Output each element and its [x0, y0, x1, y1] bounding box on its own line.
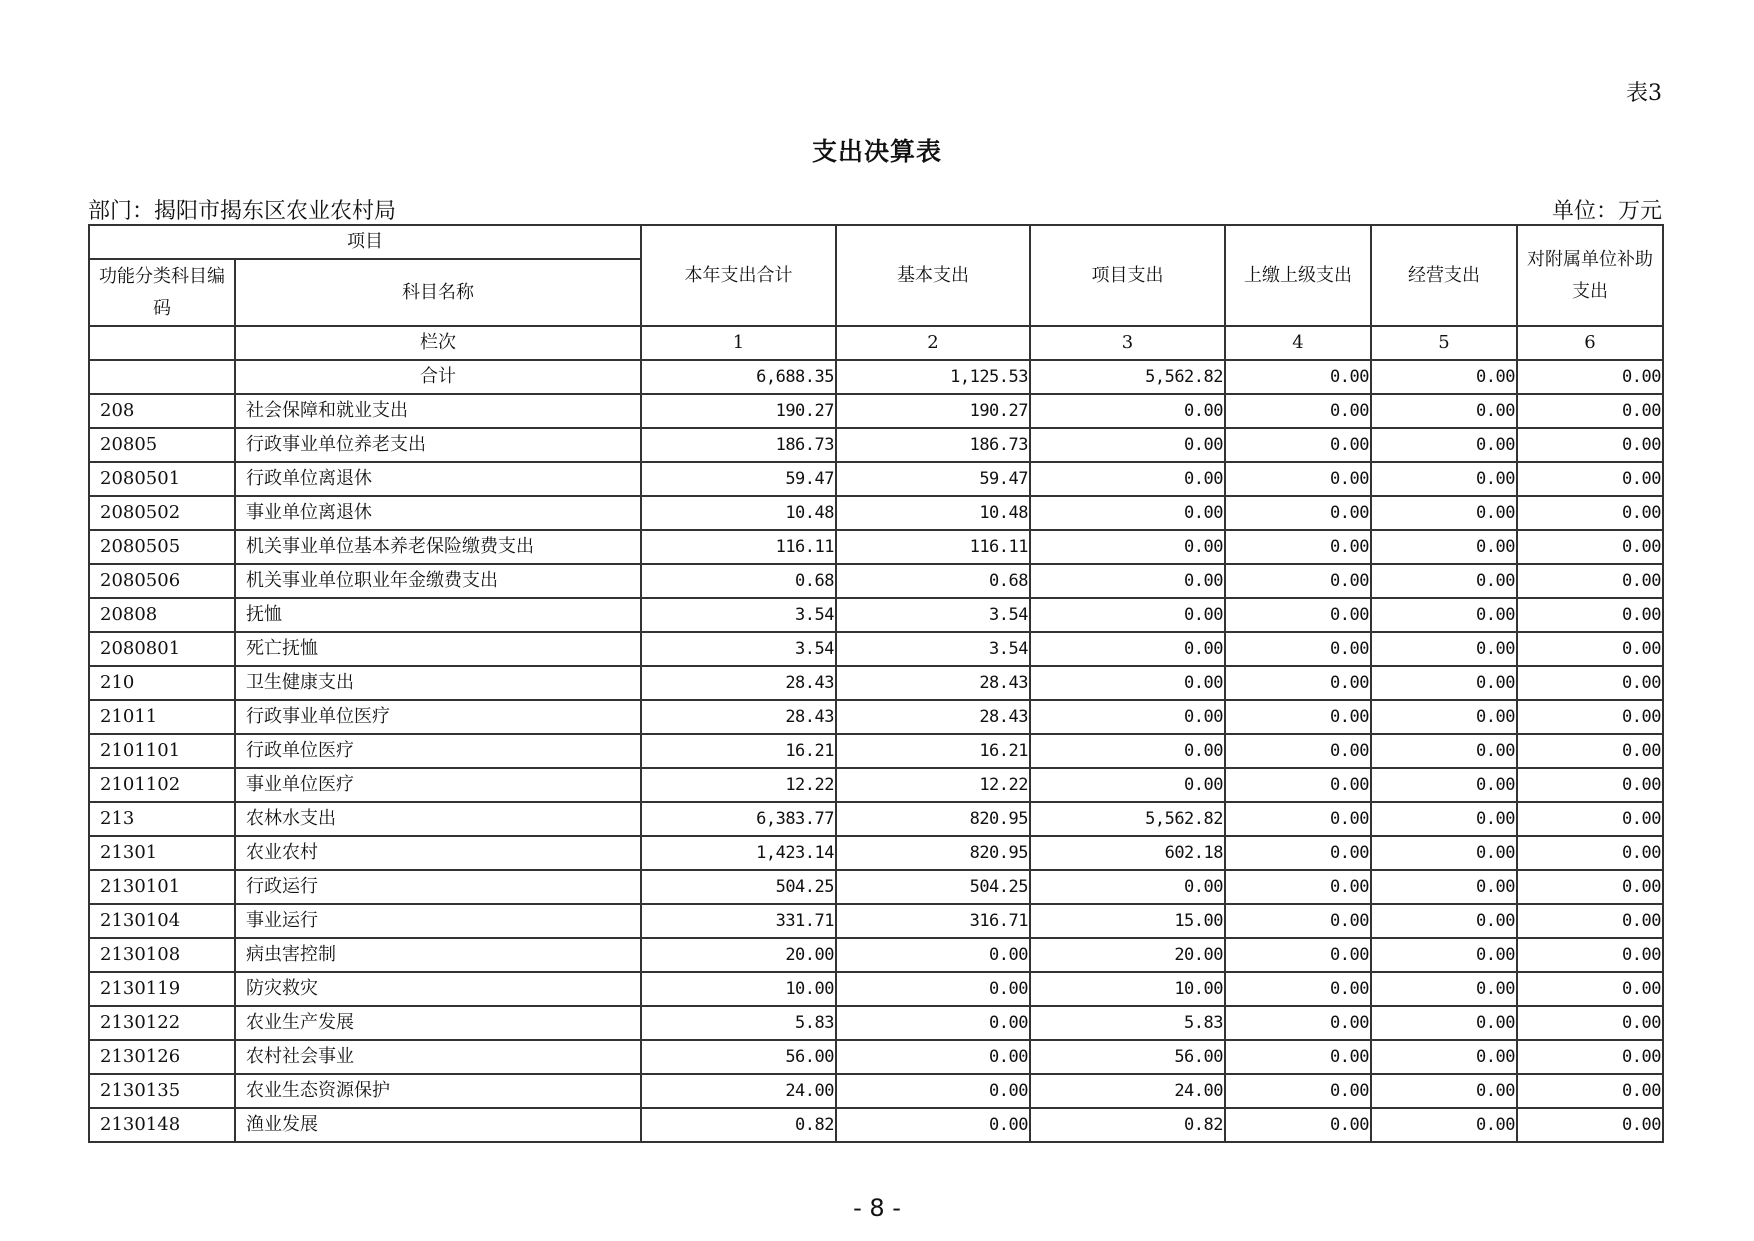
table-row	[89, 530, 1663, 564]
subject-code-cell: 20808	[89, 598, 235, 632]
amount-cell-c2: 28.43	[836, 700, 1030, 734]
unit-label: 单位：万元	[1551, 199, 1662, 224]
subject-code-cell: 2130126	[89, 1040, 235, 1074]
subject-code-cell: 2130148	[89, 1108, 235, 1142]
amount-cell-c6: 0.00	[1517, 802, 1663, 836]
subject-code-cell: 21301	[89, 836, 235, 870]
amount-cell-c5: 0.00	[1371, 836, 1517, 870]
subject-name-cell: 农业农村	[235, 836, 641, 870]
amount-cell-c6: 0.00	[1517, 734, 1663, 768]
col-header-name: 科目名称	[235, 259, 641, 326]
amount-cell-c5: 0.00	[1371, 666, 1517, 700]
amount-cell-c1: 56.00	[641, 1040, 836, 1074]
subject-name-cell: 防灾救灾	[235, 972, 641, 1006]
amount-cell-c4: 0.00	[1225, 768, 1371, 802]
amount-cell-c5: 0.00	[1371, 768, 1517, 802]
amount-cell-c6: 0.00	[1517, 1108, 1663, 1142]
subject-code-cell: 210	[89, 666, 235, 700]
subject-code-cell: 2080801	[89, 632, 235, 666]
col-header-code: 功能分类科目编码	[89, 259, 235, 326]
amount-cell-c5: 0.00	[1371, 1108, 1517, 1142]
amount-cell-c6: 0.00	[1517, 768, 1663, 802]
amount-cell-c1: 59.47	[641, 462, 836, 496]
amount-cell-c4: 0.00	[1225, 836, 1371, 870]
amount-cell-c3: 10.00	[1030, 972, 1225, 1006]
subject-code-cell: 2101102	[89, 768, 235, 802]
amount-cell-c1: 6,383.77	[641, 802, 836, 836]
amount-cell-c1: 3.54	[641, 598, 836, 632]
subject-name-cell: 抚恤	[235, 598, 641, 632]
total-label: 合计	[235, 360, 641, 394]
subject-name-cell: 行政单位离退休	[235, 462, 641, 496]
amount-cell-c4: 0.00	[1225, 1074, 1371, 1108]
index-c5: 5	[1371, 326, 1517, 360]
amount-cell-c4: 0.00	[1225, 530, 1371, 564]
amount-cell-c5: 0.00	[1371, 564, 1517, 598]
index-c1: 1	[641, 326, 836, 360]
amount-cell-c2: 28.43	[836, 666, 1030, 700]
amount-cell-c4: 0.00	[1225, 904, 1371, 938]
amount-cell-c3: 15.00	[1030, 904, 1225, 938]
amount-cell-c1: 10.00	[641, 972, 836, 1006]
amount-cell-c1: 116.11	[641, 530, 836, 564]
subject-name-cell: 行政运行	[235, 870, 641, 904]
amount-cell-c1: 12.22	[641, 768, 836, 802]
subject-name-cell: 事业单位医疗	[235, 768, 641, 802]
amount-cell-c2: 10.48	[836, 496, 1030, 530]
index-code-cell	[89, 326, 235, 360]
amount-cell-c1: 190.27	[641, 394, 836, 428]
total-c1: 6,688.35	[641, 360, 836, 394]
amount-cell-c4: 0.00	[1225, 1040, 1371, 1074]
table-row	[89, 598, 1663, 632]
subject-name-cell: 事业单位离退休	[235, 496, 641, 530]
amount-cell-c6: 0.00	[1517, 904, 1663, 938]
index-c3: 3	[1030, 326, 1225, 360]
subject-name-cell: 行政事业单位养老支出	[235, 428, 641, 462]
amount-cell-c6: 0.00	[1517, 496, 1663, 530]
amount-cell-c5: 0.00	[1371, 394, 1517, 428]
amount-cell-c5: 0.00	[1371, 938, 1517, 972]
amount-cell-c2: 116.11	[836, 530, 1030, 564]
table-row	[89, 1074, 1663, 1108]
amount-cell-c2: 316.71	[836, 904, 1030, 938]
amount-cell-c6: 0.00	[1517, 598, 1663, 632]
subject-name-cell: 病虫害控制	[235, 938, 641, 972]
amount-cell-c3: 0.00	[1030, 700, 1225, 734]
amount-cell-c2: 820.95	[836, 836, 1030, 870]
amount-cell-c3: 0.00	[1030, 666, 1225, 700]
table-row	[89, 972, 1663, 1006]
amount-cell-c3: 0.00	[1030, 598, 1225, 632]
table-row	[89, 1108, 1663, 1142]
table-row	[89, 1006, 1663, 1040]
amount-cell-c3: 0.00	[1030, 768, 1225, 802]
amount-cell-c4: 0.00	[1225, 1108, 1371, 1142]
amount-cell-c1: 186.73	[641, 428, 836, 462]
expenditure-table	[88, 224, 1664, 1143]
table-row	[89, 700, 1663, 734]
amount-cell-c6: 0.00	[1517, 700, 1663, 734]
amount-cell-c6: 0.00	[1517, 1040, 1663, 1074]
amount-cell-c4: 0.00	[1225, 632, 1371, 666]
document-title: 支出决算表	[811, 137, 942, 166]
amount-cell-c2: 820.95	[836, 802, 1030, 836]
amount-cell-c4: 0.00	[1225, 598, 1371, 632]
subject-name-cell: 农村社会事业	[235, 1040, 641, 1074]
amount-cell-c6: 0.00	[1517, 836, 1663, 870]
subject-code-cell: 2080502	[89, 496, 235, 530]
total-code-cell	[89, 360, 235, 394]
subject-name-cell: 行政单位医疗	[235, 734, 641, 768]
amount-cell-c1: 5.83	[641, 1006, 836, 1040]
amount-cell-c1: 20.00	[641, 938, 836, 972]
amount-cell-c1: 28.43	[641, 700, 836, 734]
table-row	[89, 394, 1663, 428]
amount-cell-c3: 0.00	[1030, 632, 1225, 666]
amount-cell-c3: 0.00	[1030, 734, 1225, 768]
amount-cell-c1: 28.43	[641, 666, 836, 700]
subject-name-cell: 渔业发展	[235, 1108, 641, 1142]
amount-cell-c3: 5,562.82	[1030, 802, 1225, 836]
col-header-basic: 基本支出	[836, 225, 1030, 326]
amount-cell-c2: 0.00	[836, 1040, 1030, 1074]
amount-cell-c2: 3.54	[836, 598, 1030, 632]
total-c3: 5,562.82	[1030, 360, 1225, 394]
table-row	[89, 802, 1663, 836]
total-c2: 1,125.53	[836, 360, 1030, 394]
amount-cell-c1: 504.25	[641, 870, 836, 904]
amount-cell-c1: 1,423.14	[641, 836, 836, 870]
col-header-subsidy: 对附属单位补助支出	[1517, 225, 1663, 326]
subject-name-cell: 社会保障和就业支出	[235, 394, 641, 428]
amount-cell-c4: 0.00	[1225, 700, 1371, 734]
amount-cell-c3: 0.00	[1030, 428, 1225, 462]
total-c5: 0.00	[1371, 360, 1517, 394]
table-row	[89, 768, 1663, 802]
table-row	[89, 904, 1663, 938]
amount-cell-c4: 0.00	[1225, 734, 1371, 768]
amount-cell-c1: 0.68	[641, 564, 836, 598]
amount-cell-c2: 186.73	[836, 428, 1030, 462]
amount-cell-c5: 0.00	[1371, 972, 1517, 1006]
table-row	[89, 1040, 1663, 1074]
amount-cell-c5: 0.00	[1371, 1040, 1517, 1074]
col-header-business: 经营支出	[1371, 225, 1517, 326]
total-c6: 0.00	[1517, 360, 1663, 394]
total-row	[89, 360, 1663, 394]
amount-cell-c5: 0.00	[1371, 428, 1517, 462]
amount-cell-c6: 0.00	[1517, 428, 1663, 462]
subject-code-cell: 2130104	[89, 904, 235, 938]
index-c2: 2	[836, 326, 1030, 360]
amount-cell-c2: 0.00	[836, 938, 1030, 972]
subject-name-cell: 机关事业单位基本养老保险缴费支出	[235, 530, 641, 564]
amount-cell-c6: 0.00	[1517, 972, 1663, 1006]
index-c6: 6	[1517, 326, 1663, 360]
amount-cell-c4: 0.00	[1225, 564, 1371, 598]
amount-cell-c5: 0.00	[1371, 632, 1517, 666]
amount-cell-c4: 0.00	[1225, 802, 1371, 836]
amount-cell-c2: 504.25	[836, 870, 1030, 904]
amount-cell-c5: 0.00	[1371, 904, 1517, 938]
index-c4: 4	[1225, 326, 1371, 360]
amount-cell-c6: 0.00	[1517, 632, 1663, 666]
subject-code-cell: 21011	[89, 700, 235, 734]
amount-cell-c3: 0.00	[1030, 530, 1225, 564]
amount-cell-c3: 5.83	[1030, 1006, 1225, 1040]
amount-cell-c5: 0.00	[1371, 1006, 1517, 1040]
subject-code-cell: 2130101	[89, 870, 235, 904]
amount-cell-c6: 0.00	[1517, 394, 1663, 428]
table-row	[89, 496, 1663, 530]
subject-code-cell: 2130135	[89, 1074, 235, 1108]
col-header-total: 本年支出合计	[641, 225, 836, 326]
subject-name-cell: 行政事业单位医疗	[235, 700, 641, 734]
amount-cell-c5: 0.00	[1371, 496, 1517, 530]
index-label: 栏次	[235, 326, 641, 360]
amount-cell-c1: 0.82	[641, 1108, 836, 1142]
amount-cell-c6: 0.00	[1517, 666, 1663, 700]
amount-cell-c2: 0.00	[836, 1074, 1030, 1108]
amount-cell-c5: 0.00	[1371, 734, 1517, 768]
amount-cell-c5: 0.00	[1371, 1074, 1517, 1108]
group-header-item: 项目	[89, 225, 641, 259]
amount-cell-c5: 0.00	[1371, 870, 1517, 904]
page-number: - 8 -	[853, 1194, 901, 1222]
amount-cell-c2: 16.21	[836, 734, 1030, 768]
amount-cell-c4: 0.00	[1225, 1006, 1371, 1040]
amount-cell-c3: 0.00	[1030, 394, 1225, 428]
amount-cell-c2: 0.00	[836, 1108, 1030, 1142]
amount-cell-c5: 0.00	[1371, 530, 1517, 564]
subject-code-cell: 20805	[89, 428, 235, 462]
amount-cell-c3: 24.00	[1030, 1074, 1225, 1108]
amount-cell-c2: 190.27	[836, 394, 1030, 428]
amount-cell-c6: 0.00	[1517, 938, 1663, 972]
amount-cell-c4: 0.00	[1225, 972, 1371, 1006]
amount-cell-c2: 0.68	[836, 564, 1030, 598]
amount-cell-c6: 0.00	[1517, 870, 1663, 904]
table-row	[89, 666, 1663, 700]
amount-cell-c1: 16.21	[641, 734, 836, 768]
amount-cell-c3: 0.00	[1030, 496, 1225, 530]
amount-cell-c2: 3.54	[836, 632, 1030, 666]
amount-cell-c4: 0.00	[1225, 394, 1371, 428]
total-c4: 0.00	[1225, 360, 1371, 394]
col-header-upper: 上缴上级支出	[1225, 225, 1371, 326]
table-row	[89, 428, 1663, 462]
table-row	[89, 938, 1663, 972]
amount-cell-c5: 0.00	[1371, 802, 1517, 836]
subject-name-cell: 机关事业单位职业年金缴费支出	[235, 564, 641, 598]
table-row	[89, 462, 1663, 496]
amount-cell-c3: 0.00	[1030, 870, 1225, 904]
amount-cell-c4: 0.00	[1225, 496, 1371, 530]
table-row	[89, 734, 1663, 768]
subject-code-cell: 2080506	[89, 564, 235, 598]
amount-cell-c2: 12.22	[836, 768, 1030, 802]
amount-cell-c6: 0.00	[1517, 1074, 1663, 1108]
index-row	[89, 326, 1663, 360]
subject-code-cell: 2101101	[89, 734, 235, 768]
amount-cell-c4: 0.00	[1225, 462, 1371, 496]
subject-code-cell: 208	[89, 394, 235, 428]
amount-cell-c2: 0.00	[836, 972, 1030, 1006]
amount-cell-c6: 0.00	[1517, 530, 1663, 564]
subject-code-cell: 2130119	[89, 972, 235, 1006]
table-row	[89, 632, 1663, 666]
amount-cell-c3: 0.00	[1030, 462, 1225, 496]
subject-code-cell: 2080501	[89, 462, 235, 496]
amount-cell-c2: 0.00	[836, 1006, 1030, 1040]
table-row	[89, 836, 1663, 870]
amount-cell-c5: 0.00	[1371, 462, 1517, 496]
amount-cell-c4: 0.00	[1225, 870, 1371, 904]
amount-cell-c6: 0.00	[1517, 564, 1663, 598]
amount-cell-c3: 602.18	[1030, 836, 1225, 870]
subject-name-cell: 农林水支出	[235, 802, 641, 836]
amount-cell-c3: 0.82	[1030, 1108, 1225, 1142]
amount-cell-c5: 0.00	[1371, 598, 1517, 632]
amount-cell-c3: 20.00	[1030, 938, 1225, 972]
amount-cell-c1: 331.71	[641, 904, 836, 938]
amount-cell-c4: 0.00	[1225, 938, 1371, 972]
amount-cell-c4: 0.00	[1225, 428, 1371, 462]
amount-cell-c3: 56.00	[1030, 1040, 1225, 1074]
amount-cell-c5: 0.00	[1371, 700, 1517, 734]
department-label: 部门：揭阳市揭东区农业农村局	[88, 199, 397, 224]
amount-cell-c2: 59.47	[836, 462, 1030, 496]
subject-code-cell: 2130122	[89, 1006, 235, 1040]
subject-name-cell: 农业生态资源保护	[235, 1074, 641, 1108]
subject-name-cell: 卫生健康支出	[235, 666, 641, 700]
subject-code-cell: 213	[89, 802, 235, 836]
amount-cell-c1: 10.48	[641, 496, 836, 530]
subject-name-cell: 农业生产发展	[235, 1006, 641, 1040]
amount-cell-c1: 24.00	[641, 1074, 836, 1108]
subject-name-cell: 事业运行	[235, 904, 641, 938]
amount-cell-c4: 0.00	[1225, 666, 1371, 700]
subject-code-cell: 2080505	[89, 530, 235, 564]
subject-name-cell: 死亡抚恤	[235, 632, 641, 666]
amount-cell-c6: 0.00	[1517, 462, 1663, 496]
table-row	[89, 870, 1663, 904]
amount-cell-c6: 0.00	[1517, 1006, 1663, 1040]
table-row	[89, 564, 1663, 598]
table-number-label: 表3	[1626, 81, 1662, 106]
amount-cell-c3: 0.00	[1030, 564, 1225, 598]
col-header-project: 项目支出	[1030, 225, 1225, 326]
subject-code-cell: 2130108	[89, 938, 235, 972]
amount-cell-c1: 3.54	[641, 632, 836, 666]
